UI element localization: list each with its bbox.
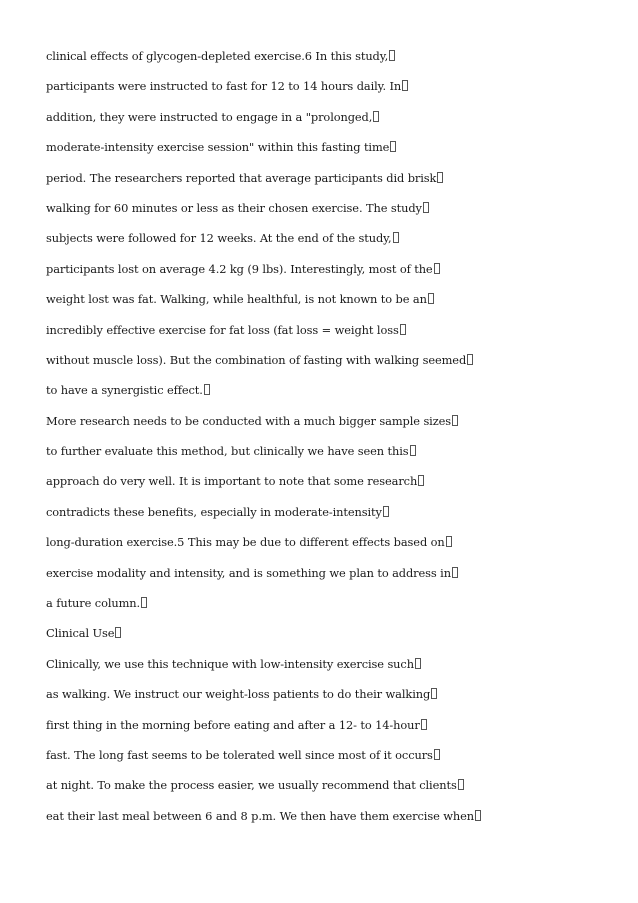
- missing-glyph-icon: [423, 202, 429, 213]
- missing-glyph-icon: [400, 324, 406, 335]
- text-line: participants lost on average 4.2 kg (9 lbs). Interestingly, most of the: [46, 260, 606, 290]
- text-line: approach do very well. It is important to note that some research: [46, 472, 606, 502]
- missing-glyph-icon: [415, 658, 421, 669]
- text-line: Clinically, we use this technique with low-intensity exercise such: [46, 655, 606, 685]
- missing-glyph-icon: [431, 688, 437, 699]
- text-line: long-duration exercise.5 This may be due to different effects based on: [46, 533, 606, 563]
- text-line: at night. To make the process easier, we usually recommend that clients: [46, 776, 606, 806]
- text-line: weight lost was fat. Walking, while healthful, is not known to be an: [46, 290, 606, 320]
- missing-glyph-icon: [393, 232, 399, 243]
- text-line: without muscle loss). But the combination of fasting with walking seemed: [46, 351, 606, 381]
- missing-glyph-icon: [434, 749, 440, 760]
- missing-glyph-icon: [390, 141, 396, 152]
- text-block: [46, 47, 606, 837]
- text-line: subjects were followed for 12 weeks. At the end of the study,: [46, 229, 606, 259]
- text-line: moderate-intensity exercise session" within this fasting time: [46, 138, 606, 168]
- missing-glyph-icon: [115, 627, 121, 638]
- missing-glyph-icon: [437, 172, 443, 183]
- section-heading: Clinical Use: [46, 624, 606, 654]
- missing-glyph-icon: [373, 111, 379, 122]
- text-line: as walking. We instruct our weight-loss patients to do their walking: [46, 685, 606, 715]
- text-line: first thing in the morning before eating and after a 12- to 14-hour: [46, 716, 606, 746]
- missing-glyph-icon: [475, 810, 481, 821]
- missing-glyph-icon: [434, 263, 440, 274]
- missing-glyph-icon: [458, 779, 464, 790]
- text-line: participants were instructed to fast for 12 to 14 hours daily. In: [46, 77, 606, 107]
- text-line: exercise modality and intensity, and is something we plan to address in: [46, 564, 606, 594]
- text-line: incredibly effective exercise for fat loss (fat loss = weight loss: [46, 321, 606, 351]
- missing-glyph-icon: [418, 475, 424, 486]
- text-line: fast. The long fast seems to be tolerated well since most of it occurs: [46, 746, 606, 776]
- text-line: eat their last meal between 6 and 8 p.m. We then have them exercise when: [46, 807, 606, 837]
- text-line: addition, they were instructed to engage in a "prolonged,: [46, 108, 606, 138]
- text-line: clinical effects of glycogen-depleted exercise.6 In this study,: [46, 47, 606, 77]
- text-line: walking for 60 minutes or less as their chosen exercise. The study: [46, 199, 606, 229]
- text-line: to further evaluate this method, but clinically we have seen this: [46, 442, 606, 472]
- missing-glyph-icon: [467, 354, 473, 365]
- missing-glyph-icon: [141, 597, 147, 608]
- text-line: period. The researchers reported that average participants did brisk: [46, 169, 606, 199]
- missing-glyph-icon: [421, 719, 427, 730]
- missing-glyph-icon: [389, 50, 395, 61]
- text-line: contradicts these benefits, especially in moderate-intensity: [46, 503, 606, 533]
- text-line: a future column.: [46, 594, 606, 624]
- text-line: to have a synergistic effect.: [46, 381, 606, 411]
- missing-glyph-icon: [446, 536, 452, 547]
- missing-glyph-icon: [383, 506, 389, 517]
- missing-glyph-icon: [452, 415, 458, 426]
- missing-glyph-icon: [452, 567, 458, 578]
- missing-glyph-icon: [204, 384, 210, 395]
- missing-glyph-icon: [402, 80, 408, 91]
- missing-glyph-icon: [428, 293, 434, 304]
- text-line: More research needs to be conducted with a much bigger sample sizes: [46, 412, 606, 442]
- missing-glyph-icon: [410, 445, 416, 456]
